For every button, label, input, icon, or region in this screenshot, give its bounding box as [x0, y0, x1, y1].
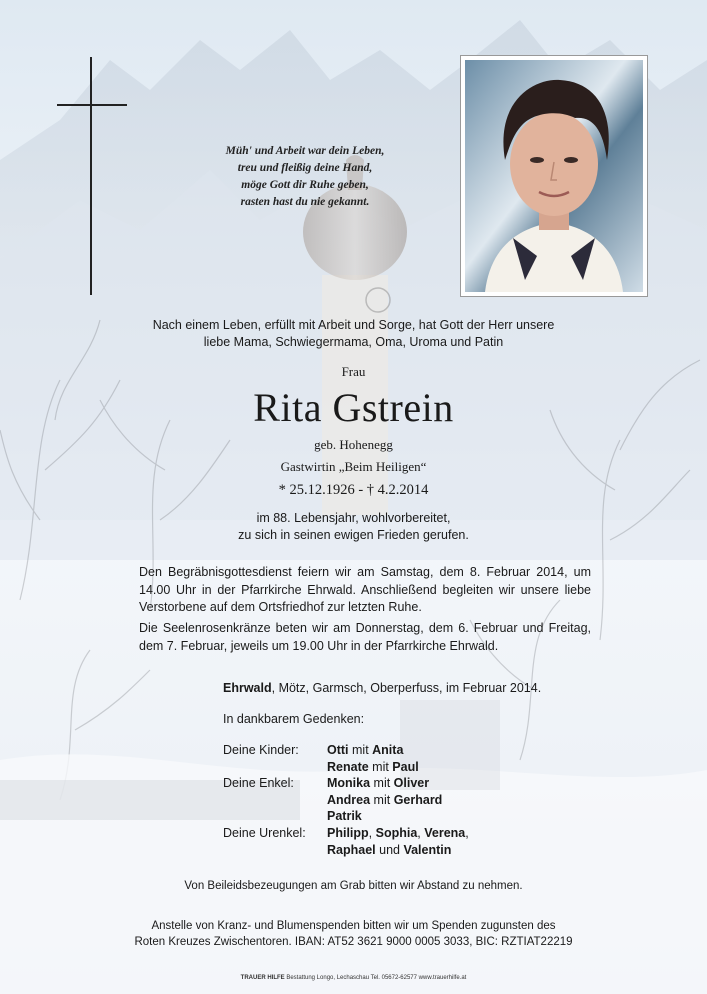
great-grandchild-name: Verena [424, 825, 466, 840]
age-line: im 88. Lebensjahr, wohlvorbereitet, [256, 511, 451, 525]
grandchild-name: Patrik [327, 809, 362, 824]
memorial-poem [200, 143, 410, 211]
child-spouse-name: Paul [392, 759, 419, 774]
portrait-frame [461, 56, 647, 296]
rosary-paragraph: Die Seelenrosenkränze beten wir am Donnerstag, dem 6. Februar und Freitag, dem 7. Februar, jeweils um 19.00 Uhr in der Pfarrkirche Ehrwald. [139, 621, 591, 653]
age-line: zu sich in seinen ewigen Frieden gerufen. [238, 528, 469, 542]
great-grandchildren-label: Deine Urenkel: [223, 825, 306, 840]
donation-line: Anstelle von Kranz- und Blumenspenden bitten wir um Spenden zugunsten des [151, 920, 556, 932]
intro-line: liebe Mama, Schwiegermama, Oma, Uroma und Patin [203, 335, 504, 349]
child-name: Renate [327, 759, 369, 774]
condolence-note: Von Beileidsbezeugungen am Grab bitten wir Abstand zu nehmen. [184, 880, 523, 892]
child-spouse-name: Anita [372, 743, 404, 757]
cross-icon-bar [57, 104, 127, 106]
deceased-name: Rita Gstrein [253, 385, 454, 430]
poem-line: möge Gott dir Ruhe geben, [241, 179, 369, 191]
place-main: Ehrwald [223, 681, 272, 695]
great-grandchild-name: Sophia [375, 825, 418, 840]
grandchild-name: Monika [327, 776, 371, 791]
connector: mit [348, 743, 373, 757]
poem-line: treu und fleißig deine Hand, [237, 162, 373, 174]
place-date-line [223, 681, 541, 695]
great-grandchild-name: Philipp [327, 825, 369, 840]
connector: und [375, 842, 404, 857]
thanks-heading: In dankbarem Gedenken: [223, 712, 365, 726]
birth-name: geb. Hohenegg [314, 437, 393, 452]
child-name: Otti [327, 743, 349, 757]
grandchild-partner-name: Gerhard [393, 792, 443, 807]
age-text [0, 510, 707, 544]
occupation: Gastwirtin „Beim Heiligen“ [280, 459, 427, 474]
footer-text: Bestattung Longo, Lechaschau Tel. 05672-62577 www.trauerhilfe.at [284, 975, 467, 981]
donation-line: Roten Kreuzes Zwischentoren. IBAN: AT52 3621 9000 0005 3033, BIC: RZTIAT22219 [134, 935, 573, 948]
title-prefix: Frau [341, 364, 366, 379]
children-label: Deine Kinder: [223, 743, 299, 757]
connector: mit [370, 776, 394, 791]
poem-line: Müh' und Arbeit war dein Leben, [225, 145, 385, 157]
grandchild-partner-name: Oliver [393, 776, 430, 791]
footer-brand: TRAUER HILFE [240, 975, 285, 981]
poem-line: rasten hast du nie gekannt. [240, 196, 370, 208]
cross-icon [90, 57, 92, 295]
grandchildren-label: Deine Enkel: [223, 776, 294, 791]
donation-note [0, 919, 707, 950]
separator: , [368, 825, 376, 840]
funeral-home-footer [0, 975, 707, 981]
connector: mit [370, 792, 394, 807]
intro-line: Nach einem Leben, erfüllt mit Arbeit und Sorge, hat Gott der Herr unsere [152, 318, 555, 332]
connector: mit [368, 759, 393, 774]
intro-text [0, 317, 707, 351]
great-grandchild-name: Raphael [327, 842, 376, 857]
life-dates: * 25.12.1926 - † 4.2.2014 [278, 482, 429, 498]
separator: , [465, 825, 469, 840]
portrait-photo [465, 60, 643, 292]
funeral-service-paragraph: Den Begräbnisgottesdienst feiern wir am Samstag, dem 8. Februar 2014, um 14.00 Uhr in der Pfarrkirche Ehrwald. Anschließend begleiten wir unsere liebe Verstorbene auf dem Ortsfriedhof zur letzten Ruhe. [139, 565, 591, 614]
great-grandchild-name: Valentin [403, 842, 452, 857]
grandchild-name: Andrea [327, 792, 371, 807]
separator: , [417, 825, 425, 840]
place-rest: , Mötz, Garmsch, Oberperfuss, im Februar 2014. [271, 681, 542, 695]
